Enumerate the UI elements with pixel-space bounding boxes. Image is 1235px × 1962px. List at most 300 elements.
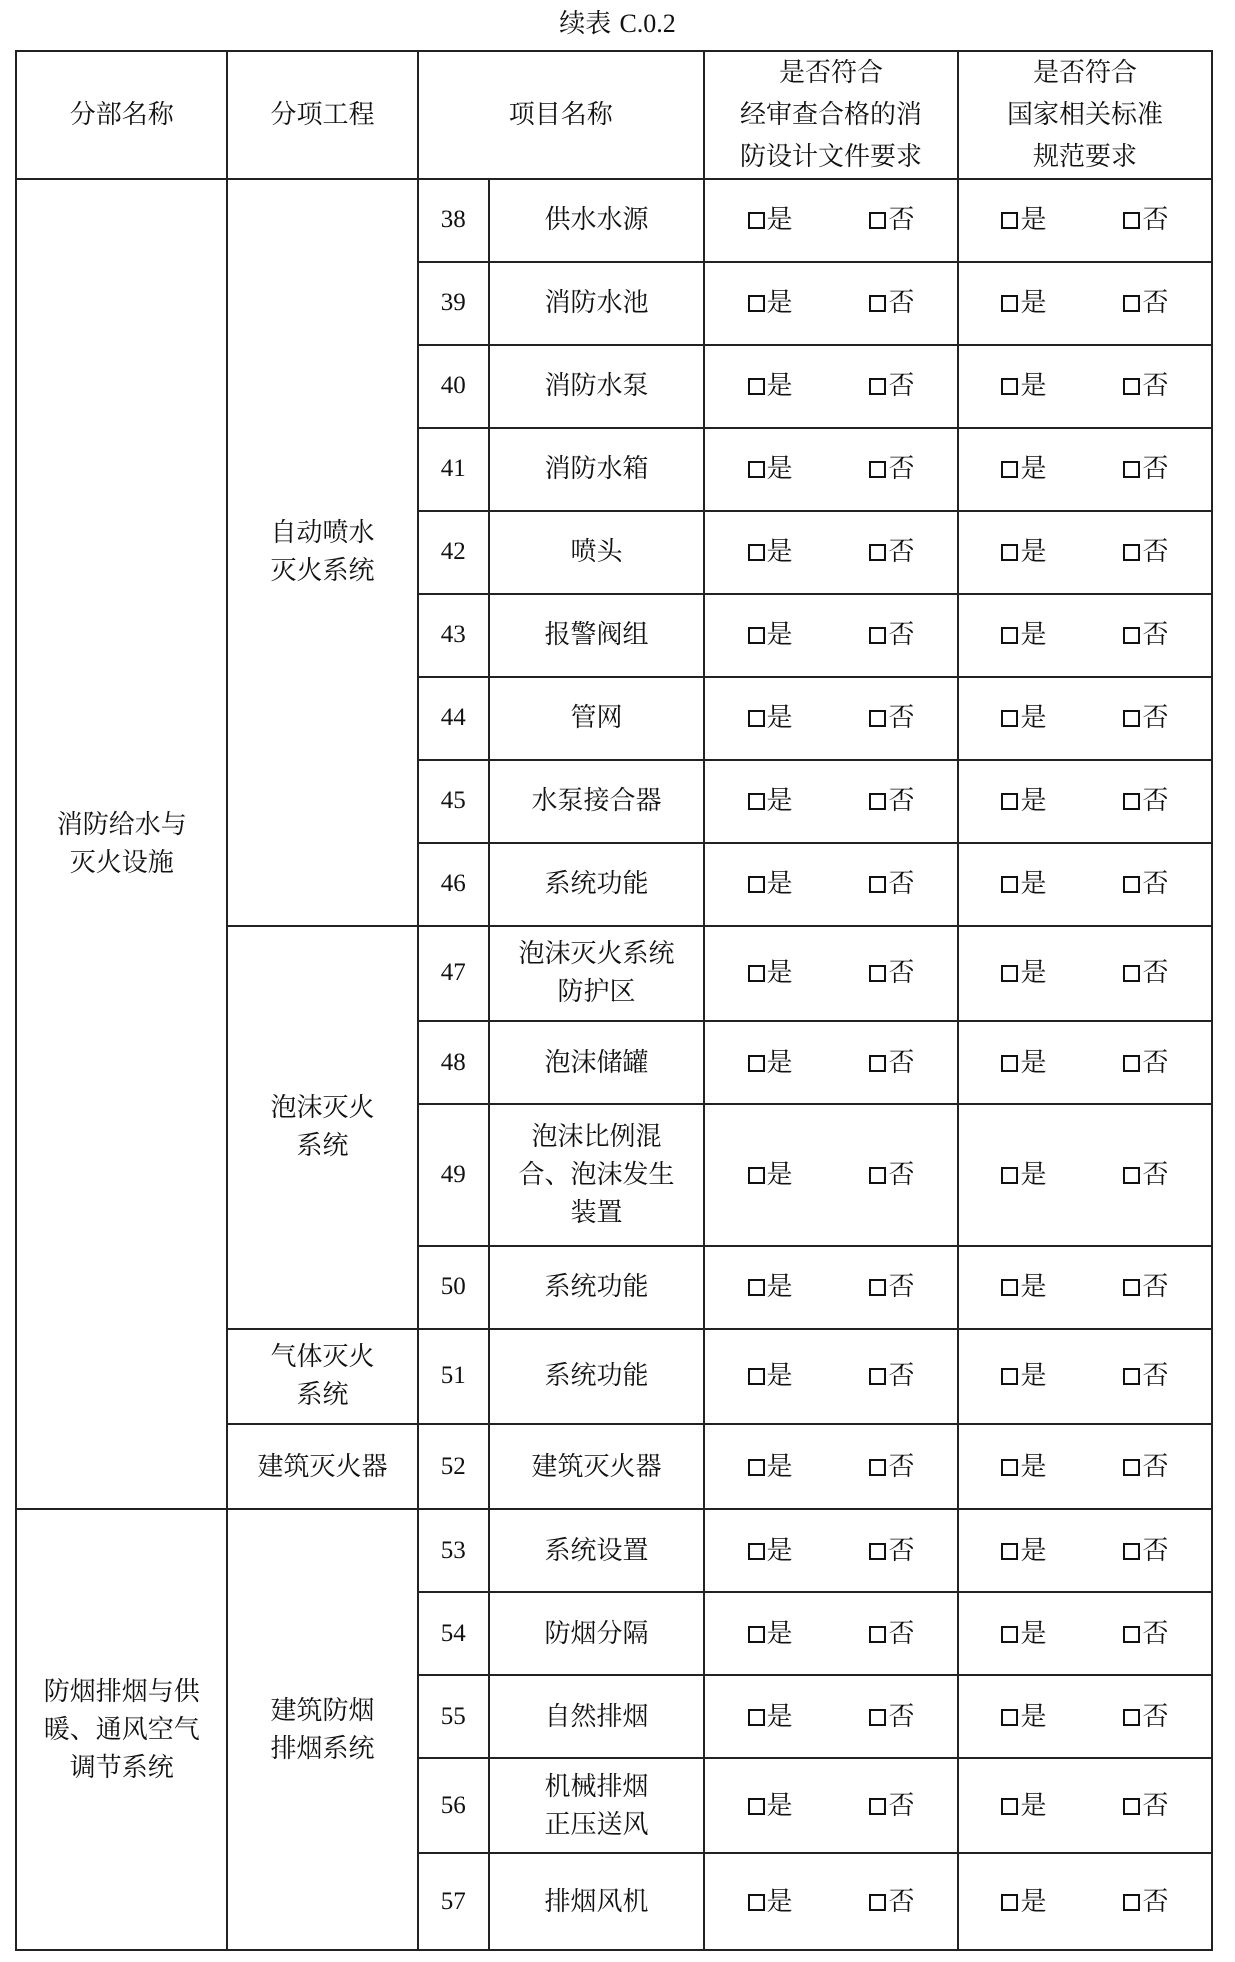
item-name: 自然排烟 <box>489 1675 704 1758</box>
checkbox-square-icon[interactable] <box>1001 876 1018 893</box>
checkbox-square-icon[interactable] <box>748 1543 765 1560</box>
no-label: 否 <box>1142 537 1169 568</box>
design-compliance-cell <box>704 760 958 843</box>
yes-label: 是 <box>766 205 793 236</box>
checkbox-square-icon[interactable] <box>869 1055 886 1072</box>
item-number: 55 <box>418 1675 489 1758</box>
checkbox-square-icon[interactable] <box>1123 295 1140 312</box>
no-checkbox-option[interactable] <box>1085 1532 1207 1570</box>
yes-checkbox-option[interactable] <box>709 865 831 903</box>
checkbox-square-icon[interactable] <box>748 544 765 561</box>
no-label: 否 <box>888 620 915 651</box>
no-label: 否 <box>1142 786 1169 817</box>
no-checkbox-option[interactable] <box>831 284 953 322</box>
no-label: 否 <box>888 1701 915 1732</box>
yes-label: 是 <box>1020 1535 1047 1566</box>
checkbox-square-icon[interactable] <box>1123 793 1140 810</box>
standard-compliance-cell <box>958 926 1212 1021</box>
checkbox-square-icon[interactable] <box>869 876 886 893</box>
checkbox-square-icon[interactable] <box>1001 1459 1018 1476</box>
yes-checkbox-option[interactable] <box>963 865 1085 903</box>
checkbox-square-icon[interactable] <box>748 710 765 727</box>
item-name: 消防水箱 <box>489 428 704 511</box>
no-checkbox-option[interactable] <box>831 865 953 903</box>
yes-checkbox-option[interactable] <box>963 699 1085 737</box>
checkbox-square-icon[interactable] <box>1001 1167 1018 1184</box>
yes-label: 是 <box>1020 620 1047 651</box>
item-number: 39 <box>418 262 489 345</box>
standard-compliance-cell <box>958 511 1212 594</box>
no-label: 否 <box>888 786 915 817</box>
checkbox-square-icon[interactable] <box>1001 1543 1018 1560</box>
yes-label: 是 <box>1020 205 1047 236</box>
yes-checkbox-option[interactable] <box>709 533 831 571</box>
yes-checkbox-option[interactable] <box>709 1787 831 1825</box>
no-label: 否 <box>1142 1790 1169 1821</box>
no-label: 否 <box>1142 288 1169 319</box>
yes-checkbox-option[interactable] <box>709 284 831 322</box>
item-number: 41 <box>418 428 489 511</box>
no-checkbox-option[interactable] <box>831 1268 953 1306</box>
yes-label: 是 <box>766 1618 793 1649</box>
checkbox-square-icon[interactable] <box>869 1368 886 1385</box>
no-label: 否 <box>1142 1886 1169 1917</box>
checkbox-square-icon[interactable] <box>748 1167 765 1184</box>
checkbox-square-icon[interactable] <box>869 710 886 727</box>
yes-label: 是 <box>766 371 793 402</box>
checkbox-square-icon[interactable] <box>1123 627 1140 644</box>
no-checkbox-option[interactable] <box>831 1156 953 1194</box>
yes-checkbox-option[interactable] <box>709 1883 831 1921</box>
checkbox-square-icon[interactable] <box>748 1055 765 1072</box>
no-checkbox-option[interactable] <box>1085 367 1207 405</box>
no-checkbox-option[interactable] <box>831 1615 953 1653</box>
design-compliance-cell <box>704 511 958 594</box>
item-name: 泡沫灭火系统 防护区 <box>489 926 704 1021</box>
design-compliance-cell <box>704 428 958 511</box>
no-checkbox-option[interactable] <box>1085 1156 1207 1194</box>
yes-label: 是 <box>766 869 793 900</box>
checkbox-square-icon[interactable] <box>748 1798 765 1815</box>
yes-label: 是 <box>1020 537 1047 568</box>
yes-label: 是 <box>1020 786 1047 817</box>
item-name: 建筑灭火器 <box>489 1424 704 1509</box>
yes-checkbox-option[interactable] <box>963 1532 1085 1570</box>
no-label: 否 <box>1142 1618 1169 1649</box>
subitem-cell: 泡沫灭火 系统 <box>227 926 417 1329</box>
no-checkbox-option[interactable] <box>1085 1883 1207 1921</box>
no-label: 否 <box>888 703 915 734</box>
yes-checkbox-option[interactable] <box>963 954 1085 992</box>
checkbox-square-icon[interactable] <box>869 1894 886 1911</box>
standard-compliance-cell <box>958 1592 1212 1675</box>
no-label: 否 <box>888 869 915 900</box>
yes-label: 是 <box>1020 1790 1047 1821</box>
checkbox-square-icon[interactable] <box>748 1894 765 1911</box>
design-compliance-cell <box>704 926 958 1021</box>
design-compliance-cell <box>704 1758 958 1853</box>
item-number: 51 <box>418 1329 489 1424</box>
yes-checkbox-option[interactable] <box>709 1532 831 1570</box>
header-design-compliance: 是否符合 经审查合格的消 防设计文件要求 <box>704 51 958 179</box>
checkbox-square-icon[interactable] <box>1123 1894 1140 1911</box>
subitem-cell: 气体灭火 系统 <box>227 1329 417 1424</box>
yes-checkbox-option[interactable] <box>709 1698 831 1736</box>
item-name: 防烟分隔 <box>489 1592 704 1675</box>
item-name: 系统功能 <box>489 1246 704 1329</box>
checkbox-square-icon[interactable] <box>869 1167 886 1184</box>
yes-checkbox-option[interactable] <box>963 782 1085 820</box>
yes-label: 是 <box>766 1272 793 1303</box>
no-label: 否 <box>1142 1701 1169 1732</box>
yes-label: 是 <box>766 703 793 734</box>
yes-checkbox-option[interactable] <box>963 450 1085 488</box>
checkbox-square-icon[interactable] <box>748 1709 765 1726</box>
no-checkbox-option[interactable] <box>831 1532 953 1570</box>
no-label: 否 <box>888 1535 915 1566</box>
item-name: 泡沫比例混 合、泡沫发生 装置 <box>489 1104 704 1246</box>
no-label: 否 <box>1142 454 1169 485</box>
no-checkbox-option[interactable] <box>831 782 953 820</box>
no-label: 否 <box>1142 1361 1169 1392</box>
yes-label: 是 <box>766 958 793 989</box>
no-label: 否 <box>888 1361 915 1392</box>
design-compliance-cell <box>704 1853 958 1950</box>
yes-checkbox-option[interactable] <box>963 1787 1085 1825</box>
no-label: 否 <box>888 958 915 989</box>
yes-label: 是 <box>766 620 793 651</box>
no-checkbox-option[interactable] <box>831 1448 953 1486</box>
yes-label: 是 <box>1020 1361 1047 1392</box>
no-checkbox-option[interactable] <box>1085 782 1207 820</box>
item-name: 系统功能 <box>489 1329 704 1424</box>
no-checkbox-option[interactable] <box>1085 533 1207 571</box>
yes-checkbox-option[interactable] <box>963 201 1085 239</box>
no-label: 否 <box>1142 1159 1169 1190</box>
yes-checkbox-option[interactable] <box>963 1357 1085 1395</box>
checkbox-square-icon[interactable] <box>1123 1055 1140 1072</box>
yes-label: 是 <box>1020 1701 1047 1732</box>
yes-checkbox-option[interactable] <box>963 533 1085 571</box>
yes-checkbox-option[interactable] <box>963 1615 1085 1653</box>
yes-label: 是 <box>1020 371 1047 402</box>
standard-compliance-cell <box>958 1675 1212 1758</box>
item-number: 56 <box>418 1758 489 1853</box>
no-checkbox-option[interactable] <box>1085 201 1207 239</box>
checkbox-square-icon[interactable] <box>1001 965 1018 982</box>
yes-checkbox-option[interactable] <box>963 1156 1085 1194</box>
yes-checkbox-option[interactable] <box>709 782 831 820</box>
no-checkbox-option[interactable] <box>831 201 953 239</box>
standard-compliance-cell <box>958 1329 1212 1424</box>
yes-label: 是 <box>766 1790 793 1821</box>
yes-checkbox-option[interactable] <box>709 1615 831 1653</box>
no-label: 否 <box>888 371 915 402</box>
checkbox-square-icon[interactable] <box>748 461 765 478</box>
checkbox-square-icon[interactable] <box>1001 1709 1018 1726</box>
no-checkbox-option[interactable] <box>1085 865 1207 903</box>
no-label: 否 <box>1142 1047 1169 1078</box>
checkbox-square-icon[interactable] <box>1001 710 1018 727</box>
acceptance-table <box>15 50 1213 1951</box>
yes-label: 是 <box>766 1361 793 1392</box>
checkbox-square-icon[interactable] <box>748 1459 765 1476</box>
checkbox-square-icon[interactable] <box>869 627 886 644</box>
checkbox-square-icon[interactable] <box>1001 627 1018 644</box>
checkbox-square-icon[interactable] <box>1123 1709 1140 1726</box>
checkbox-square-icon[interactable] <box>1123 876 1140 893</box>
no-checkbox-option[interactable] <box>1085 616 1207 654</box>
checkbox-square-icon[interactable] <box>869 544 886 561</box>
no-label: 否 <box>1142 205 1169 236</box>
yes-label: 是 <box>1020 703 1047 734</box>
checkbox-square-icon[interactable] <box>869 1798 886 1815</box>
checkbox-square-icon[interactable] <box>1001 1279 1018 1296</box>
checkbox-square-icon[interactable] <box>869 1279 886 1296</box>
checkbox-square-icon[interactable] <box>869 965 886 982</box>
header-standard-compliance: 是否符合 国家相关标准 规范要求 <box>958 51 1212 179</box>
checkbox-square-icon[interactable] <box>748 627 765 644</box>
item-number: 46 <box>418 843 489 926</box>
yes-label: 是 <box>1020 1451 1047 1482</box>
yes-checkbox-option[interactable] <box>709 616 831 654</box>
checkbox-square-icon[interactable] <box>1001 1894 1018 1911</box>
design-compliance-cell <box>704 1104 958 1246</box>
table-title-prefix: 续表 <box>559 9 612 39</box>
checkbox-square-icon[interactable] <box>1123 378 1140 395</box>
yes-checkbox-option[interactable] <box>709 201 831 239</box>
design-compliance-cell <box>704 345 958 428</box>
checkbox-square-icon[interactable] <box>1001 295 1018 312</box>
checkbox-square-icon[interactable] <box>1001 461 1018 478</box>
checkbox-square-icon[interactable] <box>869 1543 886 1560</box>
checkbox-square-icon[interactable] <box>1123 212 1140 229</box>
subitem-cell: 建筑灭火器 <box>227 1424 417 1509</box>
checkbox-square-icon[interactable] <box>1123 1459 1140 1476</box>
no-checkbox-option[interactable] <box>831 1883 953 1921</box>
checkbox-square-icon[interactable] <box>748 876 765 893</box>
checkbox-square-icon[interactable] <box>748 793 765 810</box>
design-compliance-cell <box>704 677 958 760</box>
no-checkbox-option[interactable] <box>831 954 953 992</box>
no-label: 否 <box>888 205 915 236</box>
checkbox-square-icon[interactable] <box>1001 1798 1018 1815</box>
checkbox-square-icon[interactable] <box>1001 544 1018 561</box>
no-label: 否 <box>888 1159 915 1190</box>
checkbox-square-icon[interactable] <box>1001 1055 1018 1072</box>
no-checkbox-option[interactable] <box>831 1044 953 1082</box>
item-name: 报警阀组 <box>489 594 704 677</box>
no-checkbox-option[interactable] <box>1085 699 1207 737</box>
standard-compliance-cell <box>958 345 1212 428</box>
item-name: 机械排烟 正压送风 <box>489 1758 704 1853</box>
table-title <box>0 8 1235 40</box>
no-checkbox-option[interactable] <box>1085 954 1207 992</box>
item-name: 系统设置 <box>489 1509 704 1592</box>
design-compliance-cell <box>704 1592 958 1675</box>
no-label: 否 <box>888 1047 915 1078</box>
no-checkbox-option[interactable] <box>1085 284 1207 322</box>
item-number: 57 <box>418 1853 489 1950</box>
checkbox-square-icon[interactable] <box>869 1626 886 1643</box>
table-body <box>16 179 1212 1950</box>
checkbox-square-icon[interactable] <box>869 1459 886 1476</box>
standard-compliance-cell <box>958 179 1212 262</box>
checkbox-square-icon[interactable] <box>869 1709 886 1726</box>
no-checkbox-option[interactable] <box>1085 1698 1207 1736</box>
yes-checkbox-option[interactable] <box>963 1448 1085 1486</box>
design-compliance-cell <box>704 594 958 677</box>
yes-checkbox-option[interactable] <box>709 1044 831 1082</box>
table-title-code: C.0.2 <box>619 9 676 38</box>
yes-label: 是 <box>766 454 793 485</box>
item-number: 50 <box>418 1246 489 1329</box>
no-label: 否 <box>888 454 915 485</box>
yes-checkbox-option[interactable] <box>709 1448 831 1486</box>
no-checkbox-option[interactable] <box>1085 1357 1207 1395</box>
checkbox-square-icon[interactable] <box>748 1368 765 1385</box>
yes-label: 是 <box>766 1701 793 1732</box>
yes-checkbox-option[interactable] <box>709 367 831 405</box>
design-compliance-cell <box>704 179 958 262</box>
item-number: 49 <box>418 1104 489 1246</box>
checkbox-square-icon[interactable] <box>869 461 886 478</box>
no-checkbox-option[interactable] <box>1085 1615 1207 1653</box>
no-label: 否 <box>1142 620 1169 651</box>
design-compliance-cell <box>704 1509 958 1592</box>
yes-checkbox-option[interactable] <box>709 699 831 737</box>
no-checkbox-option[interactable] <box>831 1698 953 1736</box>
checkbox-square-icon[interactable] <box>748 1279 765 1296</box>
yes-checkbox-option[interactable] <box>963 1044 1085 1082</box>
design-compliance-cell <box>704 1021 958 1104</box>
checkbox-square-icon[interactable] <box>1123 544 1140 561</box>
checkbox-square-icon[interactable] <box>869 212 886 229</box>
no-checkbox-option[interactable] <box>831 533 953 571</box>
item-name: 喷头 <box>489 511 704 594</box>
checkbox-square-icon[interactable] <box>1123 965 1140 982</box>
yes-label: 是 <box>766 1451 793 1482</box>
yes-label: 是 <box>1020 958 1047 989</box>
yes-label: 是 <box>1020 1886 1047 1917</box>
no-label: 否 <box>888 288 915 319</box>
yes-checkbox-option[interactable] <box>963 616 1085 654</box>
checkbox-square-icon[interactable] <box>1001 1368 1018 1385</box>
item-number: 44 <box>418 677 489 760</box>
checkbox-square-icon[interactable] <box>748 295 765 312</box>
no-label: 否 <box>888 537 915 568</box>
checkbox-square-icon[interactable] <box>1123 710 1140 727</box>
yes-label: 是 <box>766 786 793 817</box>
yes-checkbox-option[interactable] <box>709 954 831 992</box>
yes-label: 是 <box>1020 869 1047 900</box>
header-item: 项目名称 <box>418 51 704 179</box>
checkbox-square-icon[interactable] <box>1001 212 1018 229</box>
design-compliance-cell <box>704 1424 958 1509</box>
no-label: 否 <box>1142 371 1169 402</box>
checkbox-square-icon[interactable] <box>748 1626 765 1643</box>
checkbox-square-icon[interactable] <box>1123 1368 1140 1385</box>
yes-label: 是 <box>766 288 793 319</box>
yes-label: 是 <box>1020 288 1047 319</box>
table-row <box>16 1509 1212 1592</box>
yes-checkbox-option[interactable] <box>963 1698 1085 1736</box>
yes-checkbox-option[interactable] <box>963 367 1085 405</box>
no-checkbox-option[interactable] <box>831 450 953 488</box>
checkbox-square-icon[interactable] <box>748 965 765 982</box>
no-checkbox-option[interactable] <box>831 367 953 405</box>
checkbox-square-icon[interactable] <box>869 378 886 395</box>
item-number: 47 <box>418 926 489 1021</box>
checkbox-square-icon[interactable] <box>1001 378 1018 395</box>
design-compliance-cell <box>704 1329 958 1424</box>
yes-label: 是 <box>1020 1272 1047 1303</box>
no-label: 否 <box>1142 958 1169 989</box>
no-checkbox-option[interactable] <box>831 616 953 654</box>
yes-label: 是 <box>766 1886 793 1917</box>
yes-checkbox-option[interactable] <box>709 1357 831 1395</box>
checkbox-square-icon[interactable] <box>1123 1626 1140 1643</box>
yes-checkbox-option[interactable] <box>709 450 831 488</box>
no-checkbox-option[interactable] <box>831 1787 953 1825</box>
header-division: 分部名称 <box>16 51 227 179</box>
no-checkbox-option[interactable] <box>1085 1787 1207 1825</box>
yes-checkbox-option[interactable] <box>963 1268 1085 1306</box>
item-number: 52 <box>418 1424 489 1509</box>
checkbox-square-icon[interactable] <box>1123 1543 1140 1560</box>
item-number: 40 <box>418 345 489 428</box>
no-label: 否 <box>888 1790 915 1821</box>
checkbox-square-icon[interactable] <box>1001 793 1018 810</box>
checkbox-square-icon[interactable] <box>869 793 886 810</box>
yes-label: 是 <box>766 1047 793 1078</box>
yes-label: 是 <box>1020 1047 1047 1078</box>
checkbox-square-icon[interactable] <box>1123 1167 1140 1184</box>
no-checkbox-option[interactable] <box>1085 1044 1207 1082</box>
no-checkbox-option[interactable] <box>831 699 953 737</box>
division-cell: 消防给水与 灭火设施 <box>16 179 227 1509</box>
item-name: 消防水泵 <box>489 345 704 428</box>
item-name: 水泵接合器 <box>489 760 704 843</box>
standard-compliance-cell <box>958 1509 1212 1592</box>
no-checkbox-option[interactable] <box>831 1357 953 1395</box>
subitem-cell: 建筑防烟 排烟系统 <box>227 1509 417 1950</box>
item-name: 管网 <box>489 677 704 760</box>
no-checkbox-option[interactable] <box>1085 1448 1207 1486</box>
yes-checkbox-option[interactable] <box>963 284 1085 322</box>
checkbox-square-icon[interactable] <box>1001 1626 1018 1643</box>
no-checkbox-option[interactable] <box>1085 450 1207 488</box>
item-number: 42 <box>418 511 489 594</box>
design-compliance-cell <box>704 843 958 926</box>
standard-compliance-cell <box>958 1021 1212 1104</box>
checkbox-square-icon[interactable] <box>1123 1798 1140 1815</box>
checkbox-square-icon[interactable] <box>1123 461 1140 478</box>
checkbox-square-icon[interactable] <box>869 295 886 312</box>
standard-compliance-cell <box>958 1104 1212 1246</box>
yes-checkbox-option[interactable] <box>709 1268 831 1306</box>
no-label: 否 <box>888 1886 915 1917</box>
checkbox-square-icon[interactable] <box>748 378 765 395</box>
standard-compliance-cell <box>958 1853 1212 1950</box>
no-label: 否 <box>888 1618 915 1649</box>
yes-checkbox-option[interactable] <box>709 1156 831 1194</box>
no-checkbox-option[interactable] <box>1085 1268 1207 1306</box>
checkbox-square-icon[interactable] <box>748 212 765 229</box>
standard-compliance-cell <box>958 1758 1212 1853</box>
checkbox-square-icon[interactable] <box>1123 1279 1140 1296</box>
yes-checkbox-option[interactable] <box>963 1883 1085 1921</box>
